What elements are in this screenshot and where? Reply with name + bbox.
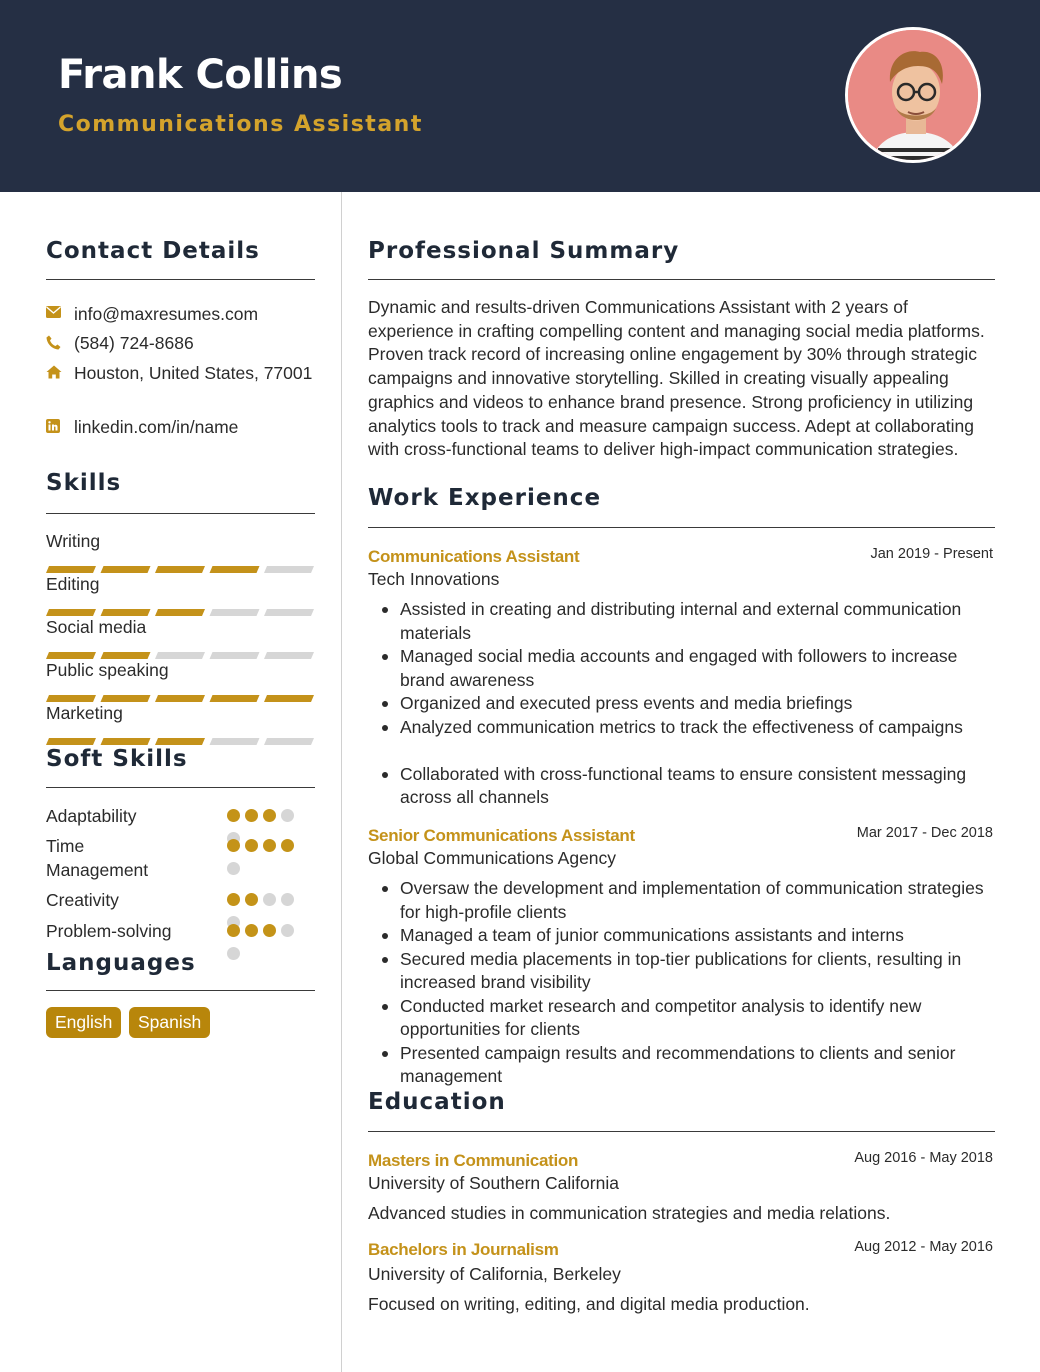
header (0, 0, 1040, 192)
list-item: Analyzed communication metrics to track the effectiveness of campaigns (368, 716, 995, 740)
home-icon (46, 361, 74, 379)
skill-name: Marketing (46, 703, 123, 723)
contact-address (46, 361, 315, 385)
list-item: Assisted in creating and distributing internal and external communication materials (368, 598, 995, 645)
linkedin-icon (46, 415, 74, 433)
rating-dot-empty (227, 947, 240, 960)
contact-phone-text: (584) 724-8686 (74, 333, 194, 353)
skill-segment-empty (210, 738, 260, 745)
skill-segment-filled (155, 738, 205, 745)
job-date: Mar 2017 - Dec 2018 (856, 825, 993, 841)
skill-rating-bar (46, 603, 315, 610)
section-divider (368, 279, 995, 280)
skill-segment-filled (101, 652, 151, 659)
section-divider (46, 787, 315, 788)
rating-dot-empty (263, 893, 276, 906)
rating-dot-filled (245, 839, 258, 852)
contact-email[interactable] (46, 302, 315, 326)
contact-linkedin-text: linkedin.com/in/name (74, 417, 239, 437)
degree-title: Bachelors in Journalism (368, 1240, 559, 1259)
section-divider (46, 990, 315, 991)
rating-dot-filled (245, 809, 258, 822)
job-bullets (368, 877, 995, 1089)
rating-dot-filled (263, 924, 276, 937)
skill-segment-empty (264, 609, 314, 616)
skill-segment-filled (101, 738, 151, 745)
contact-address-text: Houston, United States, 77001 (74, 363, 313, 383)
degree-date: Aug 2016 - May 2018 (854, 1150, 993, 1166)
skill-name: Editing (46, 574, 100, 594)
section-divider (368, 527, 995, 528)
contact-email-text: info@maxresumes.com (74, 304, 259, 324)
soft-skill-name: Problem-solving (46, 921, 172, 941)
section-divider (368, 1131, 995, 1132)
list-item: Collaborated with cross-functional teams to ensure consistent messaging across all channels (368, 763, 995, 810)
skill-segment-empty (264, 566, 314, 573)
school-name: University of Southern California (368, 1173, 619, 1193)
skill-segment-empty (264, 738, 314, 745)
skill-rating-bar (46, 560, 315, 567)
skill-segment-filled (46, 652, 96, 659)
soft-skill-name: Time Management (46, 836, 149, 880)
skill-segment-empty (264, 652, 314, 659)
summary-section-title: Professional Summary (368, 238, 680, 264)
rating-dot-empty (281, 809, 294, 822)
list-item: Conducted market research and competitor analysis to identify new opportunities for clients (368, 995, 995, 1042)
education-section-title: Education (368, 1089, 506, 1115)
skill-name: Writing (46, 531, 101, 551)
rating-dot-filled (263, 809, 276, 822)
section-divider (46, 513, 315, 514)
rating-dot-filled (227, 839, 240, 852)
school-name: University of California, Berkeley (368, 1264, 621, 1284)
soft-skills-section-title: Soft Skills (46, 746, 188, 772)
rating-dot-filled (227, 809, 240, 822)
section-divider (46, 279, 315, 280)
candidate-role: Communications Assistant (58, 112, 423, 137)
job-company: Tech Innovations (368, 569, 500, 589)
person-portrait-icon (848, 30, 981, 163)
contact-phone[interactable] (46, 331, 315, 355)
soft-skill-name: Adaptability (46, 806, 137, 826)
job-title: Communications Assistant (368, 547, 580, 566)
skill-segment-filled (46, 738, 96, 745)
language-tag: Spanish (129, 1007, 210, 1038)
column-divider (341, 192, 342, 1372)
job-bullets (368, 598, 995, 810)
rating-dot-filled (227, 893, 240, 906)
skill-segment-filled (210, 566, 260, 573)
skill-name: Social media (46, 617, 147, 637)
degree-date: Aug 2012 - May 2016 (854, 1239, 993, 1255)
rating-dot-empty (227, 862, 240, 875)
degree-description: Advanced studies in communication strategies and media relations. (368, 1203, 891, 1223)
skill-segment-filled (46, 695, 96, 702)
list-item: Oversaw the development and implementation of communication strategies for high-profile clients (368, 877, 995, 924)
skill-rating-bar (46, 646, 315, 653)
contact-section-title: Contact Details (46, 238, 260, 264)
skill-segment-filled (264, 695, 314, 702)
list-item: Managed social media accounts and engaged with followers to increase brand awareness (368, 645, 995, 692)
language-tag: English (46, 1007, 121, 1038)
list-item: Managed a team of junior communications assistants and interns (368, 924, 995, 948)
skill-segment-empty (210, 609, 260, 616)
skill-segment-filled (155, 695, 205, 702)
skill-segment-filled (46, 566, 96, 573)
skill-segment-empty (210, 652, 260, 659)
degree-title: Masters in Communication (368, 1151, 579, 1170)
languages-section-title: Languages (46, 950, 196, 976)
rating-dot-empty (281, 893, 294, 906)
list-item: Secured media placements in top-tier publications for clients, resulting in increased brand visibility (368, 948, 995, 995)
candidate-name: Frank Collins (58, 52, 343, 98)
experience-section-title: Work Experience (368, 485, 602, 511)
rating-dot-filled (245, 924, 258, 937)
skill-segment-filled (210, 695, 260, 702)
skill-rating-bar (46, 689, 315, 696)
rating-dot-empty (281, 924, 294, 937)
rating-dot-filled (263, 839, 276, 852)
soft-skill-name: Creativity (46, 890, 119, 910)
contact-linkedin[interactable] (46, 415, 315, 439)
phone-icon (46, 331, 74, 350)
envelope-icon (46, 302, 74, 318)
summary-text: Dynamic and results-driven Communications Assistant with 2 years of experience in crafting compelling content and managing social media platforms. Proven track record of increasing online engagement by 30% through strategic campaigns and innovative storytelling. Skilled in creating visually appealing graphics and videos to enhance brand presence. Strong proficiency in utilizing analytics tools to track and measure campaign success. Adept at collaborating with cross-functional teams to deliver high-impact communication strategies. (368, 297, 985, 460)
skill-name: Public speaking (46, 660, 169, 680)
job-title: Senior Communications Assistant (368, 826, 635, 845)
skill-segment-filled (155, 609, 205, 616)
skill-segment-filled (155, 566, 205, 573)
skill-segment-filled (101, 609, 151, 616)
skill-segment-empty (155, 652, 205, 659)
skill-rating-bar (46, 732, 315, 739)
job-date: Jan 2019 - Present (870, 546, 993, 562)
list-item: Presented campaign results and recommendations to clients and senior management (368, 1042, 995, 1089)
skills-section-title: Skills (46, 470, 122, 496)
degree-description: Focused on writing, editing, and digital media production. (368, 1294, 810, 1314)
rating-dot-filled (245, 893, 258, 906)
rating-dot-filled (227, 924, 240, 937)
list-item: Organized and executed press events and media briefings (368, 692, 995, 716)
skill-segment-filled (46, 609, 96, 616)
rating-dot-filled (281, 839, 294, 852)
job-company: Global Communications Agency (368, 848, 617, 868)
profile-photo (845, 27, 981, 163)
skill-segment-filled (101, 566, 151, 573)
skill-segment-filled (101, 695, 151, 702)
